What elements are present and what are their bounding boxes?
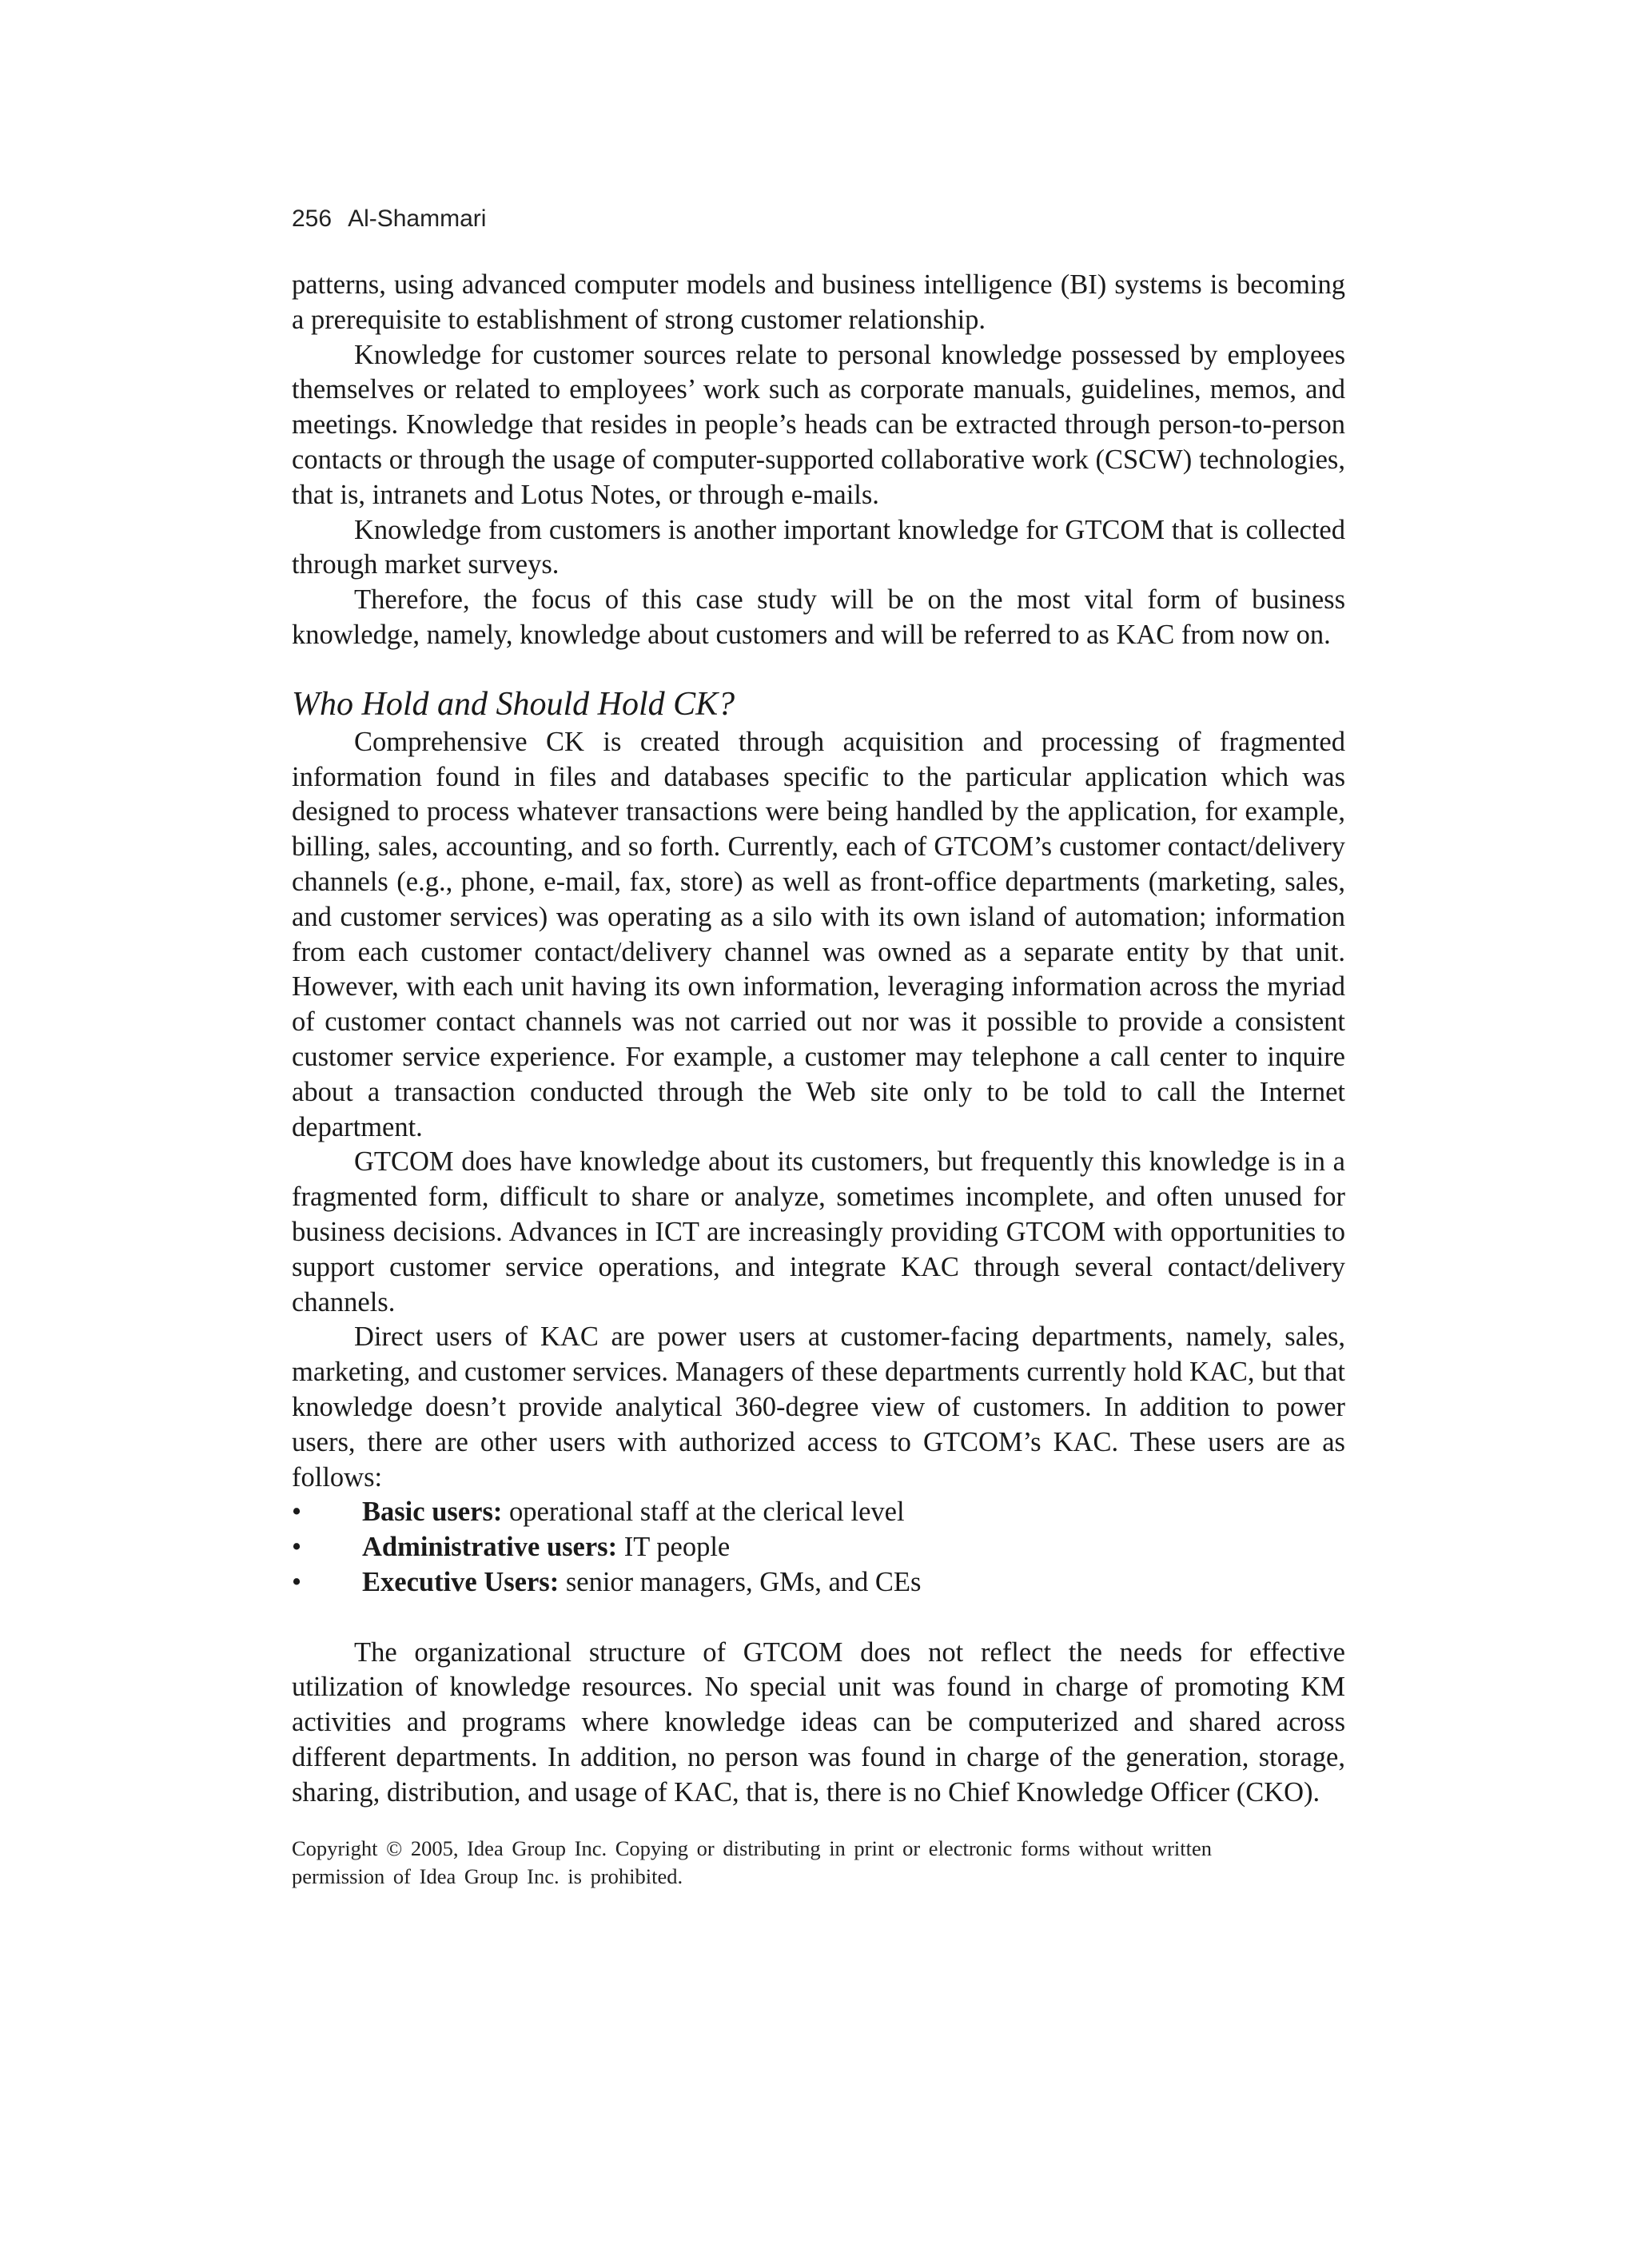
bullet-marker: •	[292, 1497, 302, 1528]
paragraph: Knowledge for customer sources relate to personal knowledge possessed by employees themselves or related to employees’ work such as corporate manuals, guidelines, memos, and meetings. Knowledge that resides in people’s heads can be extracted through person-to-person contacts or through the usage of computer-supported collaborative work (CSCW) technologies, that is, intranets and Lotus Notes, or through e-mails.	[292, 339, 1345, 510]
list-item-text: IT people	[617, 1532, 731, 1563]
copyright-notice	[292, 1835, 1345, 1891]
copyright-line: permission of Idea Group Inc. is prohibited.	[292, 1863, 683, 1888]
copyright-line: Copyright © 2005, Idea Group Inc. Copying or distributing in print or electronic forms without written	[292, 1836, 1213, 1860]
body-top	[292, 268, 1345, 653]
user-list	[292, 1495, 1345, 1600]
body-final	[292, 1636, 1345, 1811]
list-item-text: operational staff at the clerical level	[502, 1497, 905, 1528]
list-item-term: Basic users:	[362, 1497, 503, 1528]
list-item	[292, 1530, 1345, 1565]
section-heading: Who Hold and Should Hold CK?	[292, 685, 735, 723]
bullet-marker: •	[292, 1532, 302, 1563]
paragraph: Comprehensive CK is created through acquisition and processing of fragmented information found in files and databases specific to the particular application which was designed to process whatever transactions were being handled by the application, for example, billing, sales, accounting, and so forth. Currently, each of GTCOM’s customer contact/delivery channels (e.g., phone, e-mail, fax, store) as well as front-office departments (marketing, sales, and customer services) was operating as a silo with its own island of automation; information from each customer contact/delivery channel was owned as a separate entity by that unit. However, with each unit having its own information, leveraging information across the myriad of customer contact channels was not carried out nor was it possible to provide a consistent customer service experience. For example, a customer may telephone a call center to inquire about a transaction conducted through the Web site only to be told to call the Internet department.	[292, 726, 1345, 1142]
list-item	[292, 1495, 1345, 1530]
running-head-author: Al-Shammari	[348, 205, 487, 232]
body-section	[292, 725, 1345, 1496]
list-item-text: senior managers, GMs, and CEs	[559, 1566, 922, 1597]
bullet-marker: •	[292, 1566, 302, 1597]
paragraph: GTCOM does have knowledge about its customers, but frequently this knowledge is in a fragmented form, difficult to share or analyze, sometimes incomplete, and often unused for business decisions. Advances in ICT are increasingly providing GTCOM with opportunities to support customer service operations, and integrate KAC through several contact/delivery channels.	[292, 1146, 1345, 1317]
paragraph: Direct users of KAC are power users at customer-facing departments, namely, sales, marketing, and customer services. Managers of these departments currently hold KAC, but that knowledge doesn’t provide analytical 360-degree view of customers. In addition to power users, there are other users with authorized access to GTCOM’s KAC. These users are as follows:	[292, 1321, 1345, 1493]
spacer	[292, 1600, 1345, 1636]
page	[292, 204, 1345, 1891]
paragraph: The organizational structure of GTCOM does not reflect the needs for effective utilization of knowledge resources. No special unit was found in charge of promoting KM activities and programs where knowledge ideas can be computerized and shared across different departments. In addition, no person was found in charge of the generation, storage, sharing, distribution, and usage of KAC, that is, there is no Chief Knowledge Officer (CKO).	[292, 1636, 1345, 1808]
paragraph: Knowledge from customers is another important knowledge for GTCOM that is collected through market surveys.	[292, 514, 1345, 580]
list-item-term: Executive Users:	[362, 1566, 560, 1597]
page-number: 256	[292, 205, 333, 232]
list-item-term: Administrative users:	[362, 1532, 618, 1563]
paragraph: Therefore, the focus of this case study will be on the most vital form of business knowledge, namely, knowledge about customers and will be referred to as KAC from now on.	[292, 584, 1345, 650]
paragraph: patterns, using advanced computer models and business intelligence (BI) systems is becoming a prerequisite to establishment of strong customer relationship.	[292, 269, 1345, 335]
running-head	[292, 204, 1345, 234]
list-item	[292, 1565, 1345, 1600]
